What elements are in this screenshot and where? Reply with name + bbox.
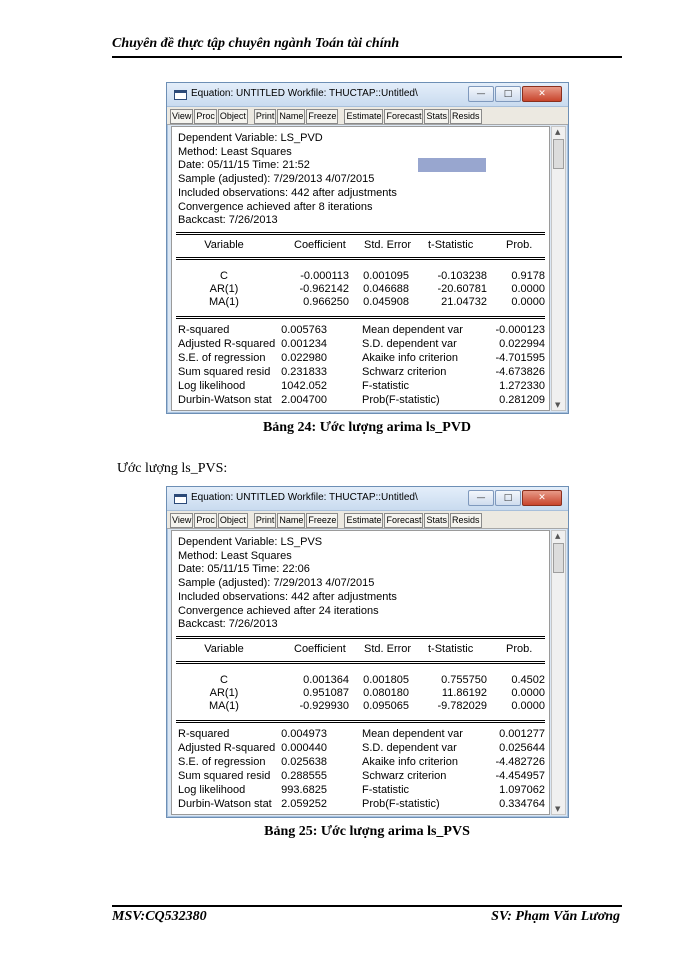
- divider: [176, 636, 545, 639]
- student-id: MSV:CQ532380: [112, 909, 207, 924]
- view-button[interactable]: View: [170, 513, 193, 528]
- stat-value: 2.004700: [281, 394, 327, 406]
- table-row: [172, 686, 549, 700]
- stat-label: Mean dependent var: [362, 728, 463, 740]
- stats-row: [172, 323, 549, 337]
- title-bar[interactable]: [167, 487, 568, 511]
- col-t-statistic: t-Statistic: [428, 239, 474, 251]
- caption-table-25: Bảng 25: Ước lượng arima ls_PVS: [264, 824, 470, 839]
- variable-cell: MA(1): [209, 700, 239, 712]
- stats-row: [172, 727, 549, 741]
- stat-value: 0.231833: [281, 366, 327, 378]
- print-button[interactable]: Print: [254, 109, 277, 124]
- stat-label: Log likelihood: [178, 380, 246, 392]
- equation-window-pvd[interactable]: [166, 82, 569, 414]
- vertical-scrollbar[interactable]: [551, 126, 566, 411]
- estimate-button[interactable]: Estimate: [344, 109, 383, 124]
- stats-row: [172, 783, 549, 797]
- toolbar: [167, 511, 568, 529]
- window-title: Equation: UNTITLED Workfile: THUCTAP::Untitled\: [191, 492, 418, 503]
- prob-cell: 0.0000: [511, 687, 545, 699]
- forecast-button[interactable]: Forecast: [384, 109, 423, 124]
- object-button[interactable]: Object: [218, 109, 248, 124]
- header-rule: [112, 56, 622, 58]
- header-line: Sample (adjusted): 7/29/2013 4/07/2015: [178, 577, 375, 590]
- scroll-down-icon[interactable]: ▼: [555, 805, 561, 813]
- object-button[interactable]: Object: [218, 513, 248, 528]
- stats-button[interactable]: Stats: [424, 513, 449, 528]
- table-row: [172, 295, 549, 309]
- divider: [176, 232, 545, 235]
- se-cell: 0.046688: [363, 283, 409, 295]
- equation-icon: [174, 90, 187, 100]
- close-button[interactable]: ✕: [522, 490, 562, 506]
- stat-value: -4.701595: [495, 352, 545, 364]
- variable-cell: C: [220, 270, 228, 282]
- stat-value: 0.022994: [499, 338, 545, 350]
- stat-label: Schwarz criterion: [362, 770, 447, 782]
- variable-cell: AR(1): [209, 687, 239, 699]
- prob-cell: 0.9178: [511, 270, 545, 282]
- header-line: Backcast: 7/26/2013: [178, 214, 278, 227]
- header-line: Dependent Variable: LS_PVS: [178, 536, 323, 548]
- header-line: Dependent Variable: LS_PVD: [178, 132, 323, 144]
- header-line: Sample (adjusted): 7/29/2013 4/07/2015: [178, 173, 375, 186]
- col-std-error: Std. Error: [364, 239, 412, 251]
- section-label: Ước lượng ls_PVS:: [117, 461, 228, 476]
- page-header: Chuyên đề thực tập chuyên ngành Toán tài chính: [112, 36, 400, 51]
- column-header-row: [172, 238, 549, 252]
- divider: [176, 257, 545, 260]
- stats-row: [172, 393, 549, 407]
- header-line: Included observations: 442 after adjustments: [178, 186, 397, 199]
- selection-highlight: [418, 158, 486, 172]
- t-cell: 0.755750: [441, 674, 487, 686]
- stat-value: 993.6825: [281, 784, 327, 796]
- estimation-header: [178, 132, 397, 228]
- coef-cell: -0.962142: [299, 283, 349, 295]
- name-button[interactable]: Name: [277, 513, 305, 528]
- stat-label: Adjusted R-squared: [178, 338, 276, 350]
- stats-row: [172, 365, 549, 379]
- stat-value: -4.673826: [495, 366, 545, 378]
- col-coefficient: Coefficient: [294, 239, 346, 251]
- stat-value: 1042.052: [281, 380, 327, 392]
- stat-label: Akaike info criterion: [362, 352, 458, 364]
- header-line: Method: Least Squares: [178, 145, 292, 158]
- stat-value: -0.000123: [495, 324, 545, 336]
- stats-button[interactable]: Stats: [424, 109, 449, 124]
- coef-cell: 0.951087: [303, 687, 349, 699]
- stat-label: R-squared: [178, 324, 230, 336]
- variable-cell: MA(1): [209, 296, 239, 308]
- t-cell: -9.782029: [437, 700, 487, 712]
- stats-row: [172, 337, 549, 351]
- prob-cell: 0.0000: [511, 296, 545, 308]
- divider: [176, 661, 545, 664]
- output-pane[interactable]: [171, 530, 550, 815]
- stat-label: Prob(F-statistic): [362, 798, 440, 810]
- col-t-statistic: t-Statistic: [428, 643, 474, 655]
- stats-row: [172, 769, 549, 783]
- stats-row: [172, 755, 549, 769]
- t-cell: 21.04732: [441, 296, 487, 308]
- prob-cell: 0.0000: [511, 283, 545, 295]
- stat-value: 0.022980: [281, 352, 327, 364]
- col-variable: Variable: [204, 239, 244, 251]
- header-line: Backcast: 7/26/2013: [178, 618, 278, 631]
- header-line: Convergence achieved after 8 iterations: [178, 200, 373, 213]
- scroll-down-icon[interactable]: ▼: [555, 401, 561, 409]
- table-row: [172, 282, 549, 296]
- se-cell: 0.080180: [363, 687, 409, 699]
- header-line: Date: 05/11/15 Time: 22:06: [178, 563, 310, 576]
- table-row: [172, 699, 549, 713]
- table-row: [172, 269, 549, 283]
- stat-label: Log likelihood: [178, 784, 246, 796]
- col-std-error: Std. Error: [364, 643, 412, 655]
- freeze-button[interactable]: Freeze: [306, 513, 338, 528]
- stat-label: Adjusted R-squared: [178, 742, 276, 754]
- stat-label: Sum squared resid: [178, 366, 271, 378]
- col-coefficient: Coefficient: [294, 643, 346, 655]
- header-line: Method: Least Squares: [178, 549, 292, 562]
- stat-label: Schwarz criterion: [362, 366, 447, 378]
- header-line: Date: 05/11/15 Time: 21:52: [178, 159, 310, 172]
- toolbar: [167, 107, 568, 125]
- footer-rule: [112, 905, 622, 907]
- stats-row: [172, 797, 549, 811]
- stat-value: 0.005763: [281, 324, 327, 336]
- resids-button[interactable]: Resids: [450, 513, 482, 528]
- stat-value: -4.482726: [495, 756, 545, 768]
- coef-cell: -0.929930: [299, 700, 349, 712]
- stat-value: 1.097062: [499, 784, 545, 796]
- window-title: Equation: UNTITLED Workfile: THUCTAP::Untitled\: [191, 88, 418, 99]
- col-prob: Prob.: [506, 643, 533, 655]
- table-row: [172, 673, 549, 687]
- stat-value: 0.281209: [499, 394, 545, 406]
- freeze-button[interactable]: Freeze: [306, 109, 338, 124]
- print-button[interactable]: Print: [254, 513, 277, 528]
- col-variable: Variable: [204, 643, 244, 655]
- proc-button[interactable]: Proc: [194, 109, 217, 124]
- se-cell: 0.001805: [363, 674, 409, 686]
- header-line: Convergence achieved after 24 iterations: [178, 604, 379, 617]
- coef-cell: 0.966250: [303, 296, 349, 308]
- stat-value: 2.059252: [281, 798, 327, 810]
- header-line: Included observations: 442 after adjustments: [178, 590, 397, 603]
- variable-cell: C: [220, 674, 228, 686]
- stat-label: S.E. of regression: [178, 756, 266, 768]
- minimize-button[interactable]: —: [468, 86, 494, 102]
- stat-label: S.D. dependent var: [362, 742, 457, 754]
- stat-value: -4.454957: [495, 770, 545, 782]
- stat-value: 0.001277: [499, 728, 545, 740]
- stat-value: 0.004973: [281, 728, 327, 740]
- variable-cell: AR(1): [209, 283, 239, 295]
- stat-label: Akaike info criterion: [362, 756, 458, 768]
- stat-label: S.E. of regression: [178, 352, 266, 364]
- stats-row: [172, 741, 549, 755]
- divider: [176, 720, 545, 723]
- equation-icon: [174, 494, 187, 504]
- stat-value: 0.288555: [281, 770, 327, 782]
- maximize-button[interactable]: □: [495, 490, 521, 506]
- stat-value: 0.334764: [499, 798, 545, 810]
- estimate-button[interactable]: Estimate: [344, 513, 383, 528]
- stat-label: R-squared: [178, 728, 230, 740]
- stat-label: Durbin-Watson stat: [178, 394, 272, 406]
- se-cell: 0.001095: [363, 270, 409, 282]
- prob-cell: 0.4502: [511, 674, 545, 686]
- caption-table-24: Bảng 24: Ước lượng arima ls_PVD: [262, 420, 472, 435]
- stat-value: 0.025644: [499, 742, 545, 754]
- stat-label: F-statistic: [362, 380, 410, 392]
- stat-label: Mean dependent var: [362, 324, 463, 336]
- close-button[interactable]: ✕: [522, 86, 562, 102]
- column-header-row: [172, 642, 549, 656]
- output-pane[interactable]: [171, 126, 550, 411]
- stat-value: 0.025638: [281, 756, 327, 768]
- coef-cell: 0.001364: [303, 674, 349, 686]
- proc-button[interactable]: Proc: [194, 513, 217, 528]
- stat-label: Sum squared resid: [178, 770, 271, 782]
- scroll-thumb[interactable]: [553, 139, 564, 169]
- stat-value: 0.000440: [281, 742, 327, 754]
- scroll-up-icon[interactable]: ▲: [555, 532, 561, 540]
- se-cell: 0.045908: [363, 296, 409, 308]
- student-name: SV: Phạm Văn Lương: [491, 909, 620, 924]
- stat-label: Prob(F-statistic): [362, 394, 440, 406]
- scroll-up-icon[interactable]: ▲: [555, 128, 561, 136]
- stat-value: 0.001234: [281, 338, 327, 350]
- stats-row: [172, 379, 549, 393]
- resids-button[interactable]: Resids: [450, 109, 482, 124]
- stats-row: [172, 351, 549, 365]
- t-cell: 11.86192: [441, 687, 487, 699]
- t-cell: -20.60781: [437, 283, 487, 295]
- stat-label: F-statistic: [362, 784, 410, 796]
- t-cell: -0.103238: [437, 270, 487, 282]
- stat-label: S.D. dependent var: [362, 338, 457, 350]
- title-bar[interactable]: [167, 83, 568, 107]
- forecast-button[interactable]: Forecast: [384, 513, 423, 528]
- equation-window-pvs[interactable]: [166, 486, 569, 818]
- coef-cell: -0.000113: [300, 270, 349, 282]
- minimize-button[interactable]: —: [468, 490, 494, 506]
- se-cell: 0.095065: [363, 700, 409, 712]
- prob-cell: 0.0000: [511, 700, 545, 712]
- col-prob: Prob.: [506, 239, 533, 251]
- stat-label: Durbin-Watson stat: [178, 798, 272, 810]
- maximize-button[interactable]: □: [495, 86, 521, 102]
- name-button[interactable]: Name: [277, 109, 305, 124]
- vertical-scrollbar[interactable]: [551, 530, 566, 815]
- estimation-header: [178, 536, 397, 632]
- stat-value: 1.272330: [499, 380, 545, 392]
- divider: [176, 316, 545, 319]
- view-button[interactable]: View: [170, 109, 193, 124]
- scroll-thumb[interactable]: [553, 543, 564, 573]
